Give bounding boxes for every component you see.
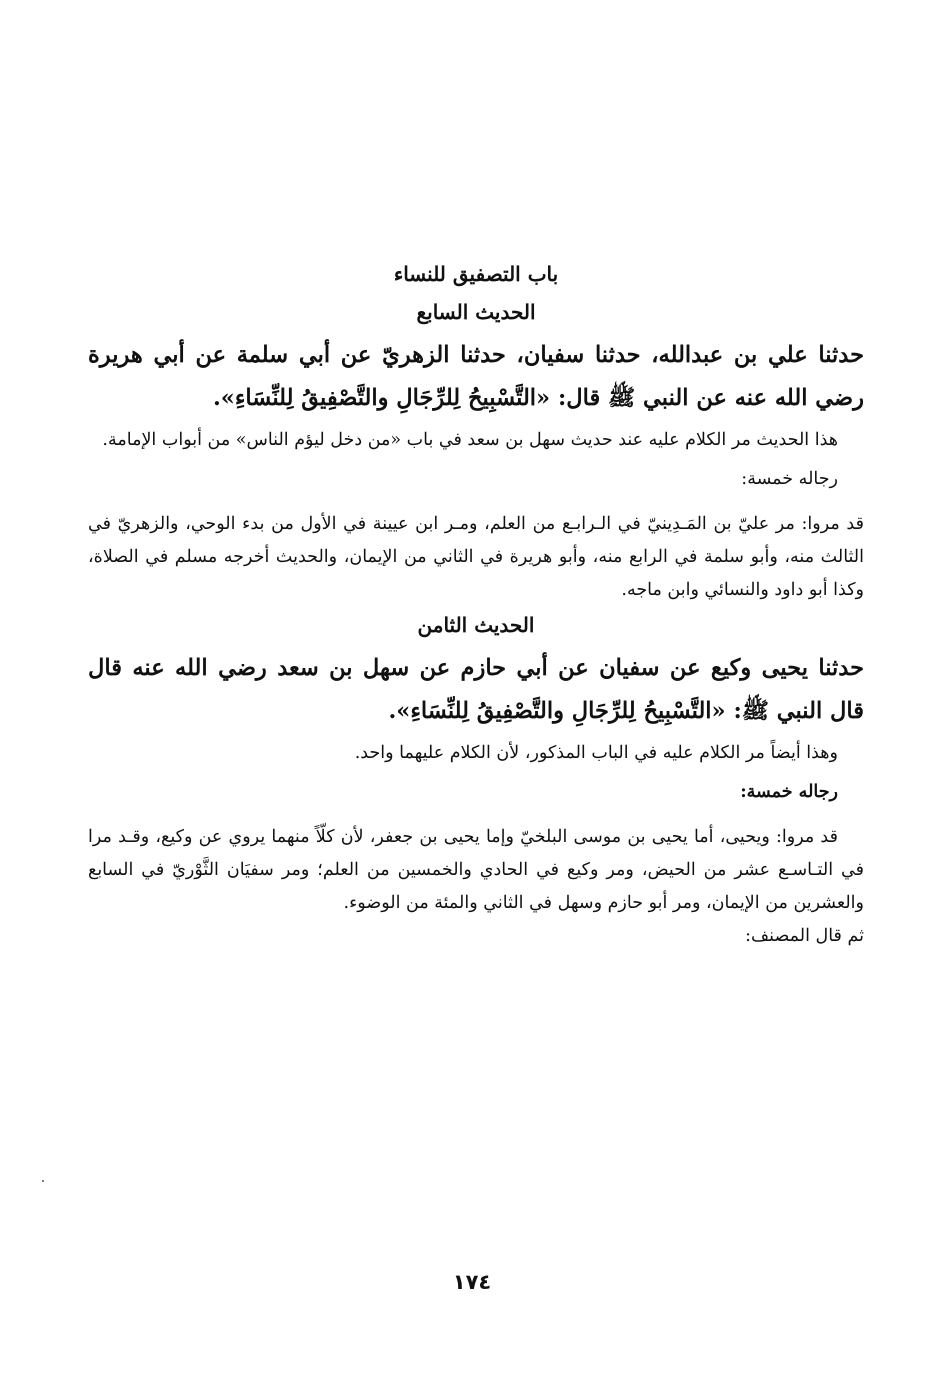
hadith-8-title: الحديث الثامن [417, 613, 535, 637]
chapter-title: باب التصفيق للنساء [393, 262, 559, 286]
hadith-8-rijal-text: قد مروا: ويحيى، أما يحيى بن موسى البلخيّ وإما يحيى بن جعفر، لأن كلّاً منهما يروي عن وكيع، وقـد مرا في التـاسـع عشر من الحيض، ومر وكيع في الحادي والخمسين من العلم؛ ومر سفيَان الثَّوْريّ في السابع والعشرين من الإيمان، ومر أبو حازم وسهل في الثاني والمئة من الوضوء. [88, 827, 864, 913]
hadith-8-comment: وهذا أيضاً مر الكلام عليه في الباب المذكور، لأن الكلام عليهما واحد. [354, 743, 838, 763]
hadith-7-rijal-text: قد مروا: مر عليّ بن المَـدِينيّ في الـرابـع من العلم، ومـر ابن عيينة في الأول من بدء الوحي، والزهريّ في الثالث منه، وأبو سلمة في الرابع منه، وأبو هريرة في الثاني من الإيمان، والحديث أخرجه مسلم في الصلاة، وكذا أبو داود والنسائي وابن ماجه. [88, 514, 864, 600]
hadith-8-rijal-heading: رجاله خمسة: [740, 782, 838, 802]
hadith-7-text: حدثنا علي بن عبدالله، حدثنا سفيان، حدثنا الزهريّ عن أبي سلمة عن أبي هريرة رضي الله عنه عن النبي ﷺ قال: «التَّسْبِيحُ لِلرِّجَالِ والتَّصْفِيقُ لِلنِّسَاءِ». [88, 342, 864, 411]
scan-speck [42, 1180, 44, 1182]
page-body [88, 262, 864, 953]
hadith-7-title: الحديث السابع [416, 300, 536, 324]
hadith-8-text: حدثنا يحيى وكيع عن سفيان عن أبي حازم عن سهل بن سعد رضي الله عنه قال قال النبي ﷺ: «التَّسْبِيحُ لِلرِّجَالِ والتَّصْفِيقُ لِلنِّسَاءِ». [88, 655, 864, 724]
hadith-7-comment: هذا الحديث مر الكلام عليه عند حديث سهل بن سعد في باب «من دخل ليؤم الناس» من أبواب الإمامة. [102, 430, 838, 450]
hadith-7-rijal-heading: رجاله خمسة: [741, 469, 838, 489]
page-number: ١٧٤ [452, 1270, 492, 1294]
closing-line: ثم قال المصنف: [745, 926, 864, 946]
